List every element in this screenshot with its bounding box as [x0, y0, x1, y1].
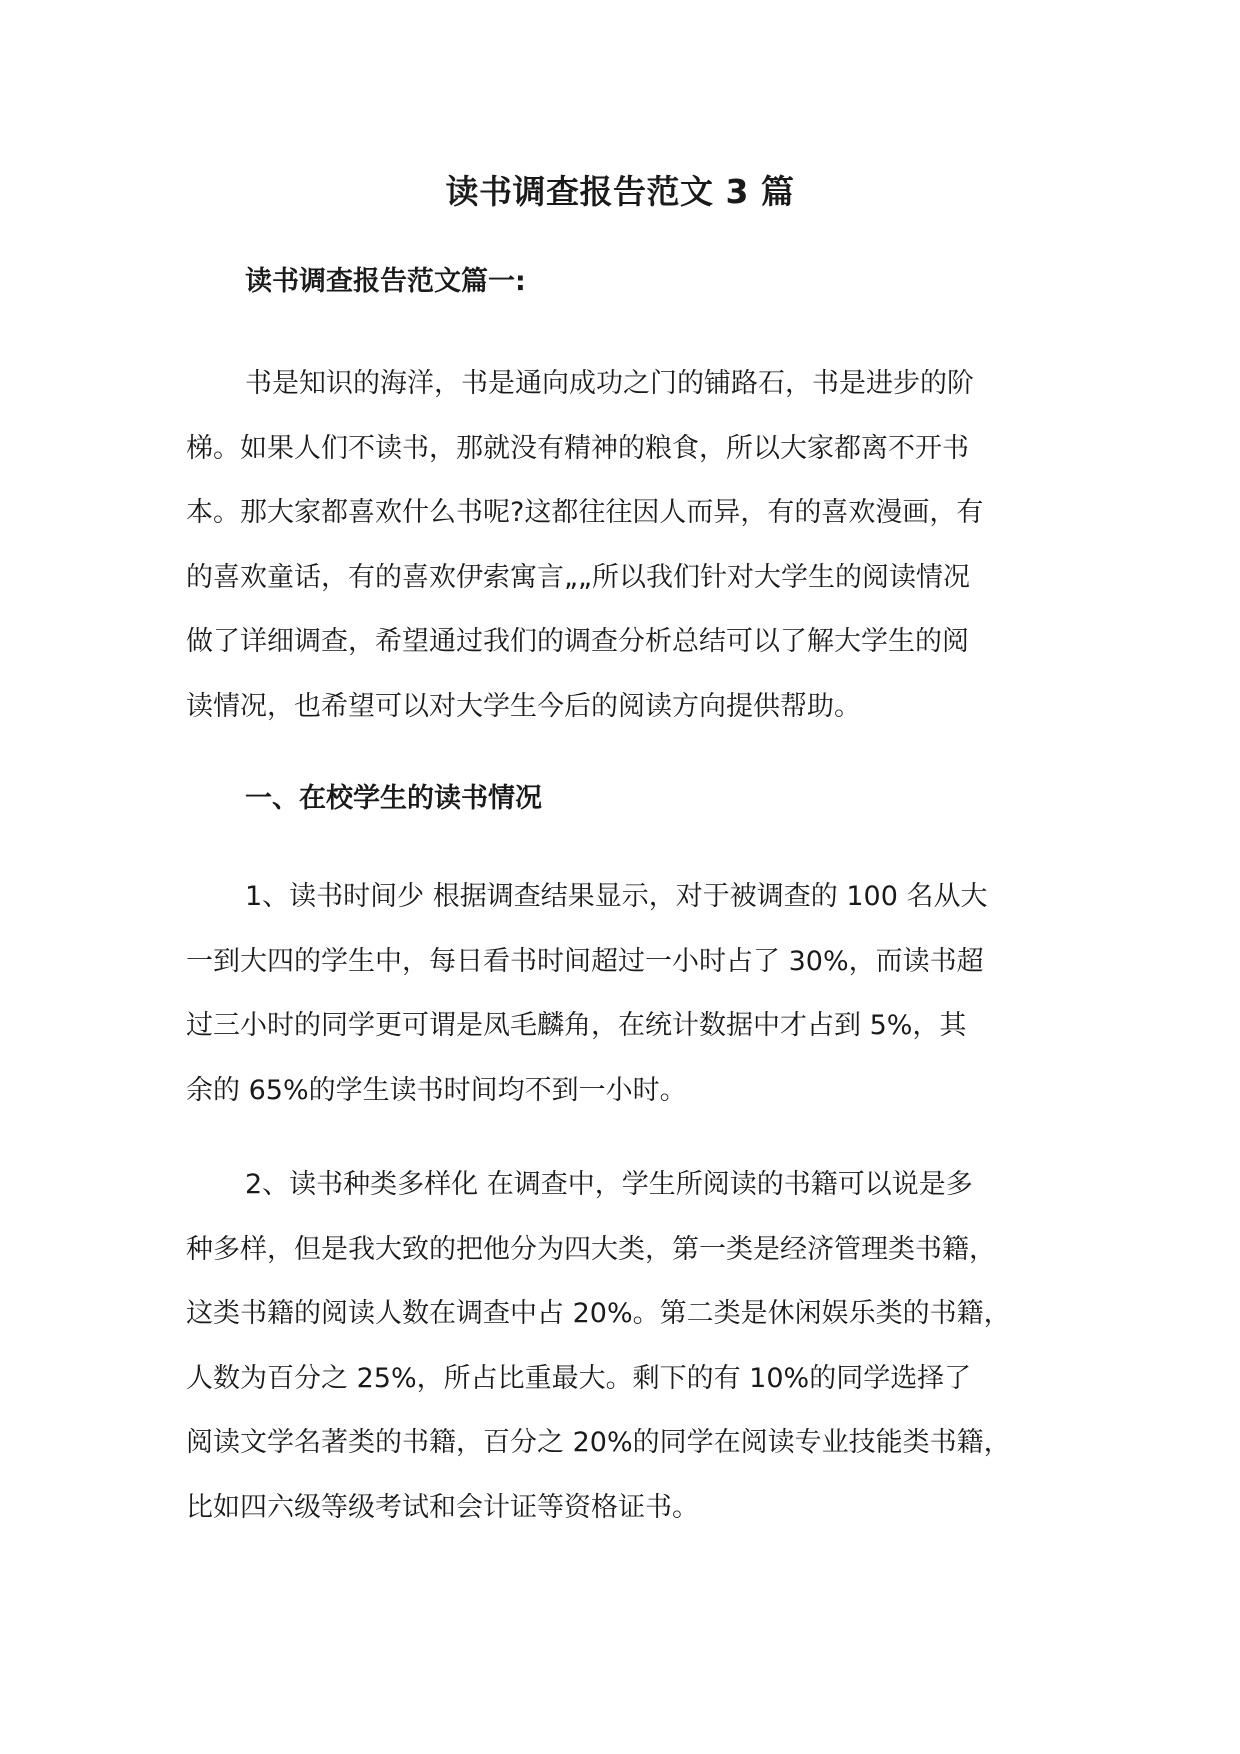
paragraph-line: 种多样，但是我大致的把他分为四大类，第一类是经济管理类书籍， — [186, 1233, 996, 1265]
intro-paragraph — [186, 352, 1056, 739]
paragraph-line: 一到大四的学生中，每日看书时间超过一小时占了 30%，而读书超 — [186, 945, 984, 977]
paragraph-line: 比如四六级等级考试和会计证等资格证书。 — [186, 1491, 699, 1523]
paragraph-line: 过三小时的同学更可谓是凤毛麟角，在统计数据中才占到 5%，其 — [186, 1010, 967, 1041]
paragraph-line: 书是知识的海洋，书是通向成功之门的铺路石，书是进步的阶 — [245, 368, 974, 399]
section-one-heading: 一、在校学生的读书情况 — [245, 783, 542, 814]
paragraph-line: 读情况，也希望可以对大学生今后的阅读方向提供帮助。 — [186, 690, 861, 722]
point-two-paragraph — [186, 1153, 1056, 1540]
article-heading: 读书调查报告范文篇一: — [245, 266, 526, 297]
document-title: 读书调查报告范文 3 篇 — [445, 172, 795, 211]
paragraph-line: 的喜欢童话，有的喜欢伊索寓言„„所以我们针对大学生的阅读情况 — [186, 561, 970, 593]
paragraph-line: 本。那大家都喜欢什么书呢?这都往往因人而异，有的喜欢漫画，有 — [186, 497, 984, 528]
paragraph-line: 2、读书种类多样化 在调查中，学生所阅读的书籍可以说是多 — [245, 1169, 973, 1200]
paragraph-line: 做了详细调查，希望通过我们的调查分析总结可以了解大学生的阅 — [186, 626, 969, 657]
paragraph-line: 1、读书时间少 根据调查结果显示，对于被调查的 100 名从大 — [245, 881, 988, 912]
paragraph-line: 梯。如果人们不读书，那就没有精神的粮食，所以大家都离不开书 — [186, 432, 969, 464]
paragraph-line: 这类书籍的阅读人数在调查中占 20%。第二类是休闲娱乐类的书籍， — [186, 1298, 1011, 1329]
paragraph-line: 人数为百分之 25%，所占比重最大。剩下的有 10%的同学选择了 — [186, 1362, 972, 1394]
paragraph-line: 阅读文学名著类的书籍，百分之 20%的同学在阅读专业技能类书籍， — [186, 1427, 1011, 1458]
paragraph-line: 余的 65%的学生读书时间均不到一小时。 — [186, 1074, 687, 1106]
point-one-paragraph — [186, 865, 1056, 1123]
